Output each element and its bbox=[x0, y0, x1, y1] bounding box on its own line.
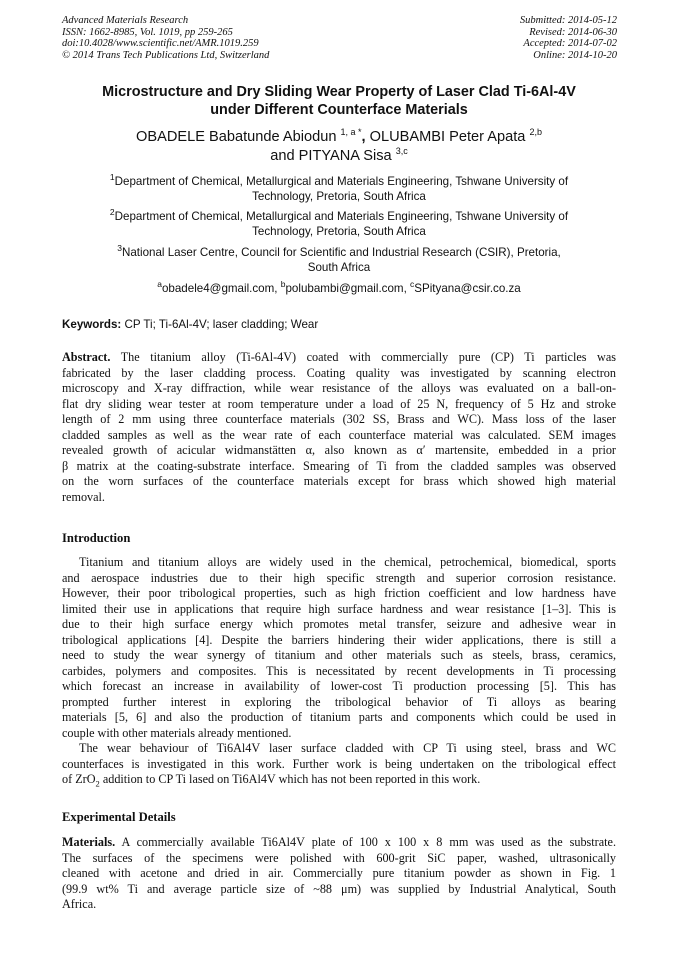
affiliation-mark: 1 bbox=[109, 172, 115, 183]
date-online: Online: 2014-10-20 bbox=[533, 49, 617, 61]
affiliation bbox=[40, 174, 638, 204]
keywords-text: CP Ti; Ti-6Al-4V; laser cladding; Wear bbox=[121, 318, 319, 331]
intro-line: of ZrO$_2$ addition to CP Ti lased on Ti6Al4V which has not been reported in this work. bbox=[62, 772, 481, 789]
author-line bbox=[40, 147, 638, 166]
affiliation-line: $^2$Department of Chemical, Metallurgical and Materials Engineering, Tshwane University of bbox=[109, 207, 569, 223]
affiliation-line: South Africa bbox=[307, 261, 371, 275]
intro-line: need to study the wear synergy of titanium and other materials such as steels, brass, ceramics, bbox=[62, 648, 616, 662]
abstract-line: Abstract. The titanium alloy (Ti-6Al-4V) coated with commercially pure (CP) Ti particles was bbox=[62, 350, 616, 364]
email-link[interactable]: SPityana@csir.co.za bbox=[414, 282, 521, 295]
keywords-label: Keywords: bbox=[62, 318, 122, 331]
intro-line: limited their use in applications that require high surface hardness and wear resistance [1–3]. This is bbox=[62, 601, 616, 616]
abstract-line: cladded samples as well as the wear rate of each counterface material was calculated. SEM images bbox=[62, 427, 616, 442]
abstract-label: Abstract. bbox=[62, 350, 111, 364]
intro-line: couple with other materials already mentioned. bbox=[62, 725, 292, 740]
author-separator: , bbox=[361, 129, 370, 145]
intro-line: counterfaces is investigated in this work. Further work is being undertaken on the tribological effect bbox=[62, 756, 616, 771]
journal-issn: ISSN: 1662-8985, Vol. 1019, pp 259-265 bbox=[62, 26, 233, 38]
abstract-line: revealed growth of acicular widmanstätten α, also known as α′ martensite, embedded in a prior bbox=[62, 443, 616, 457]
date-submitted: Submitted: 2014-05-12 bbox=[519, 15, 617, 26]
materials-line: (99.9 wt% Ti and average particle size of ~88 μm) was supplied by Industrial Analytical, South bbox=[62, 881, 616, 896]
journal-copyright: © 2014 Trans Tech Publications Ltd, Switzerland bbox=[62, 49, 270, 61]
introduction-body bbox=[62, 555, 616, 788]
affiliation-mark: 2 bbox=[109, 207, 115, 218]
intro-line: which forecast an increase in availability of lower-cost Ti production processing [5]. This has bbox=[62, 679, 616, 693]
intro-line: materials [5, 6] and also the production of titanium parts and components which could be used in bbox=[62, 710, 616, 724]
keywords bbox=[62, 317, 622, 332]
title-line: under Different Counterface Materials bbox=[210, 102, 468, 118]
intro-line: due to their high surface energy which promotes metal transfer, seizure and adhesive wear in bbox=[62, 617, 616, 631]
affiliation bbox=[40, 209, 638, 239]
email-link[interactable]: polubambi@gmail.com, bbox=[285, 282, 411, 295]
author-line bbox=[40, 128, 638, 147]
intro-line: carbides, polymers and composites. This is necessitated by recent developments in Ti processing bbox=[62, 663, 616, 678]
intro-line: tribological applications [4]. Despite the barriers hindering their wider applications, there is still a bbox=[62, 632, 616, 647]
materials-line: cleaned with acetone and dried in air. Commercially pure titanium powder as shown in Fig. 1 bbox=[62, 866, 616, 880]
author-affiliation-mark: 3,c bbox=[395, 146, 408, 157]
journal-name: Advanced Materials Research bbox=[62, 15, 189, 26]
submission-dates bbox=[520, 15, 617, 61]
abstract-line: removal. bbox=[62, 489, 105, 504]
date-revised: Revised: 2014-06-30 bbox=[529, 26, 617, 38]
abstract-line: β matrix at the coating-substrate interface. Smearing of Ti from the cladded samples was observed bbox=[62, 458, 616, 473]
materials-line: Africa. bbox=[62, 897, 97, 911]
materials-line: Materials. A commercially available Ti6Al4V plate of 100 x 100 x 8 mm was used as the substrate. bbox=[62, 835, 616, 849]
author-list bbox=[40, 128, 638, 166]
intro-line: The wear behaviour of Ti6Al4V laser surface cladded with CP Ti using steel, brass and WC bbox=[79, 741, 616, 755]
materials-label: Materials. bbox=[62, 835, 116, 849]
email-line: $^a$obadele4@gmail.com, $^b$polubambi@gmail.com, $^c$SPityana@csir.co.za bbox=[157, 279, 521, 295]
journal-info bbox=[62, 15, 269, 61]
abstract-line: microscopy and X-ray diffraction, while wear resistance of the alloys was evaluated on a ball-on- bbox=[62, 381, 616, 395]
author-name: OBADELE Babatunde Abiodun bbox=[136, 129, 337, 145]
materials-line: The surfaces of the specimens were polished with 600-grit SiC paper, washed, ultrasonically bbox=[62, 850, 616, 865]
title-line: Microstructure and Dry Sliding Wear Property of Laser Clad Ti-6Al-4V bbox=[102, 84, 576, 100]
affiliation-line: Technology, Pretoria, South Africa bbox=[252, 225, 426, 239]
affiliation-line: $^3$National Laser Centre, Council for Scientific and Industrial Research (CSIR), Pretoria, bbox=[117, 243, 561, 259]
abstract-line: flat dry sliding wear tester at room temperature under a load of 25 N, frequency of 5 Hz and stroke bbox=[62, 396, 616, 411]
intro-line: prompted further interest in exploring the tribological behavior of Ti alloys as bearing bbox=[62, 694, 616, 709]
author-affiliation-mark: 2,b bbox=[529, 127, 542, 138]
author-affiliation-mark: 1, a * bbox=[340, 127, 362, 138]
abstract-line: length of 2 mm using three counterface materials (302 SS, Brass and WC). Mass loss of the laser bbox=[62, 412, 616, 426]
abstract-line: on the worn surfaces of the counterface materials except for brass which showed high material bbox=[62, 474, 616, 488]
abstract bbox=[62, 350, 616, 505]
affiliation-line: Technology, Pretoria, South Africa bbox=[252, 190, 426, 204]
affiliation-mark: 3 bbox=[117, 243, 122, 254]
email-link[interactable]: obadele4@gmail.com, bbox=[161, 282, 281, 295]
abstract-line: fabricated by the laser cladding process. Coating quality was investigated by scanning electron bbox=[62, 365, 616, 380]
section-heading-introduction: Introduction bbox=[62, 531, 131, 545]
author-emails bbox=[40, 281, 638, 296]
affiliation bbox=[40, 245, 638, 275]
journal-doi: doi:10.4028/www.scientific.net/AMR.1019.259 bbox=[62, 38, 259, 50]
intro-line: Titanium and titanium alloys are widely used in the chemical, petrochemical, biomedical, sports bbox=[79, 555, 616, 569]
affiliation-line: $^1$Department of Chemical, Metallurgical and Materials Engineering, Tshwane University of bbox=[109, 172, 569, 188]
author-conjunction: and bbox=[270, 148, 299, 164]
intro-line: and aerospace industries due to their high specific strength and superior corrosion resistance. bbox=[62, 570, 616, 585]
journal-header bbox=[62, 15, 617, 65]
intro-line: However, their poor tribological properties, such as high friction coefficient and low hardness have bbox=[62, 586, 616, 600]
date-accepted: Accepted: 2014-07-02 bbox=[523, 38, 617, 50]
author-name: PITYANA Sisa bbox=[298, 148, 392, 164]
paper-title bbox=[40, 83, 638, 119]
materials-paragraph bbox=[62, 835, 616, 913]
author-name: OLUBAMBI Peter Apata bbox=[369, 129, 526, 145]
section-heading-experimental: Experimental Details bbox=[62, 810, 176, 824]
